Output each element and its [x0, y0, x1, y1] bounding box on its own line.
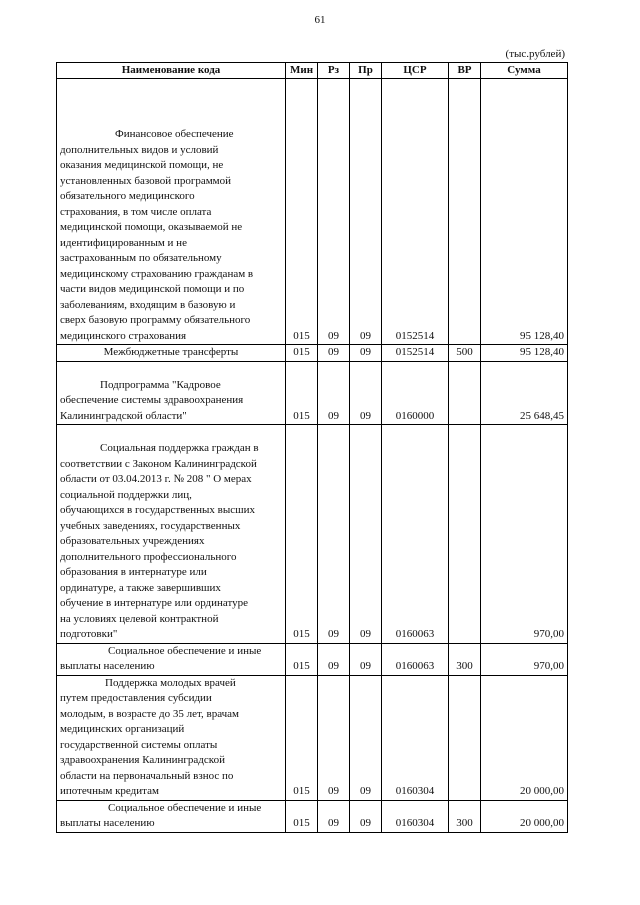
- cell-min: 015: [286, 79, 318, 345]
- cell-min: 015: [286, 800, 318, 832]
- units-label: (тыс.рублей): [505, 48, 565, 60]
- table-row: [57, 425, 568, 644]
- cell-pr: 09: [350, 643, 382, 675]
- cell-min: 015: [286, 345, 318, 362]
- cell-pr: 09: [350, 425, 382, 644]
- row-name: Социальная поддержка граждан в соответствии с Законом Калининградской области от 03.04.2013 г. № 208 " О мерах социальной поддержки лиц, обучающихся в государственных высших учебных заведениях, государственных образовательных учреждениях дополнительного профессионального образования в интернатуре или ординатуре, а также завершивших обучение в интернатуре или ординатуре на условиях целевой контрактной подготовки": [57, 425, 286, 644]
- cell-csr: 0152514: [382, 345, 449, 362]
- cell-rz: 09: [318, 643, 350, 675]
- table-row: [57, 79, 568, 345]
- table-row: [57, 345, 568, 362]
- cell-csr: 0160063: [382, 643, 449, 675]
- row-name: Финансовое обеспечение дополнительных видов и условий оказания медицинской помощи, не установленных базовой программой обязательного медицинского страхования, в том числе оплата медицинской помощи, оказываемой не идентифицированным и не застрахованным по обязательному медицинскому страхованию гражданам в части видов медицинской помощи и по заболеваниям, входящим в базовую и сверх базовую программу обязательного медицинского страхования: [57, 79, 286, 345]
- header-csr: ЦСР: [382, 63, 449, 79]
- cell-min: 015: [286, 643, 318, 675]
- cell-csr: 0160063: [382, 425, 449, 644]
- row-name: Подпрограмма "Кадровое обеспечение системы здравоохранения Калининградской области": [57, 361, 286, 425]
- header-vr: ВР: [449, 63, 481, 79]
- header-pr: Пр: [350, 63, 382, 79]
- cell-sum: 20 000,00: [481, 800, 568, 832]
- row-name: Поддержка молодых врачей путем предоставления субсидии молодым, в возрасте до 35 лет, врачам медицинских организаций государственной системы оплаты здравоохранения Калининградской области на первоначальный взнос по ипотечным кредитам: [57, 675, 286, 800]
- cell-pr: 09: [350, 800, 382, 832]
- cell-rz: 09: [318, 79, 350, 345]
- cell-rz: 09: [318, 361, 350, 425]
- row-name: Социальное обеспечение и иные выплаты населению: [57, 643, 286, 675]
- table-row: [57, 643, 568, 675]
- row-name: Межбюджетные трансферты: [57, 345, 286, 362]
- cell-rz: 09: [318, 800, 350, 832]
- table-header-row: [57, 63, 568, 79]
- cell-sum: 970,00: [481, 425, 568, 644]
- cell-min: 015: [286, 425, 318, 644]
- budget-table: [56, 62, 568, 833]
- cell-vr: [449, 425, 481, 644]
- header-rz: Рз: [318, 63, 350, 79]
- cell-min: 015: [286, 675, 318, 800]
- cell-sum: 95 128,40: [481, 345, 568, 362]
- table-row: [57, 361, 568, 425]
- cell-csr: 0160304: [382, 800, 449, 832]
- cell-csr: 0160304: [382, 675, 449, 800]
- row-name: Социальное обеспечение и иные выплаты населению: [57, 800, 286, 832]
- cell-pr: 09: [350, 345, 382, 362]
- header-min: Мин: [286, 63, 318, 79]
- cell-sum: 25 648,45: [481, 361, 568, 425]
- page-number: 61: [314, 14, 326, 26]
- cell-vr: 300: [449, 643, 481, 675]
- cell-vr: 300: [449, 800, 481, 832]
- cell-pr: 09: [350, 361, 382, 425]
- cell-pr: 09: [350, 79, 382, 345]
- header-sum: Сумма: [481, 63, 568, 79]
- cell-pr: 09: [350, 675, 382, 800]
- cell-csr: 0152514: [382, 79, 449, 345]
- cell-min: 015: [286, 361, 318, 425]
- cell-csr: 0160000: [382, 361, 449, 425]
- cell-rz: 09: [318, 425, 350, 644]
- cell-sum: 970,00: [481, 643, 568, 675]
- cell-vr: [449, 361, 481, 425]
- cell-rz: 09: [318, 675, 350, 800]
- table-row: [57, 800, 568, 832]
- cell-vr: [449, 675, 481, 800]
- table-row: [57, 675, 568, 800]
- cell-sum: 95 128,40: [481, 79, 568, 345]
- cell-vr: [449, 79, 481, 345]
- cell-rz: 09: [318, 345, 350, 362]
- cell-sum: 20 000,00: [481, 675, 568, 800]
- cell-vr: 500: [449, 345, 481, 362]
- header-name: Наименование кода: [57, 63, 286, 79]
